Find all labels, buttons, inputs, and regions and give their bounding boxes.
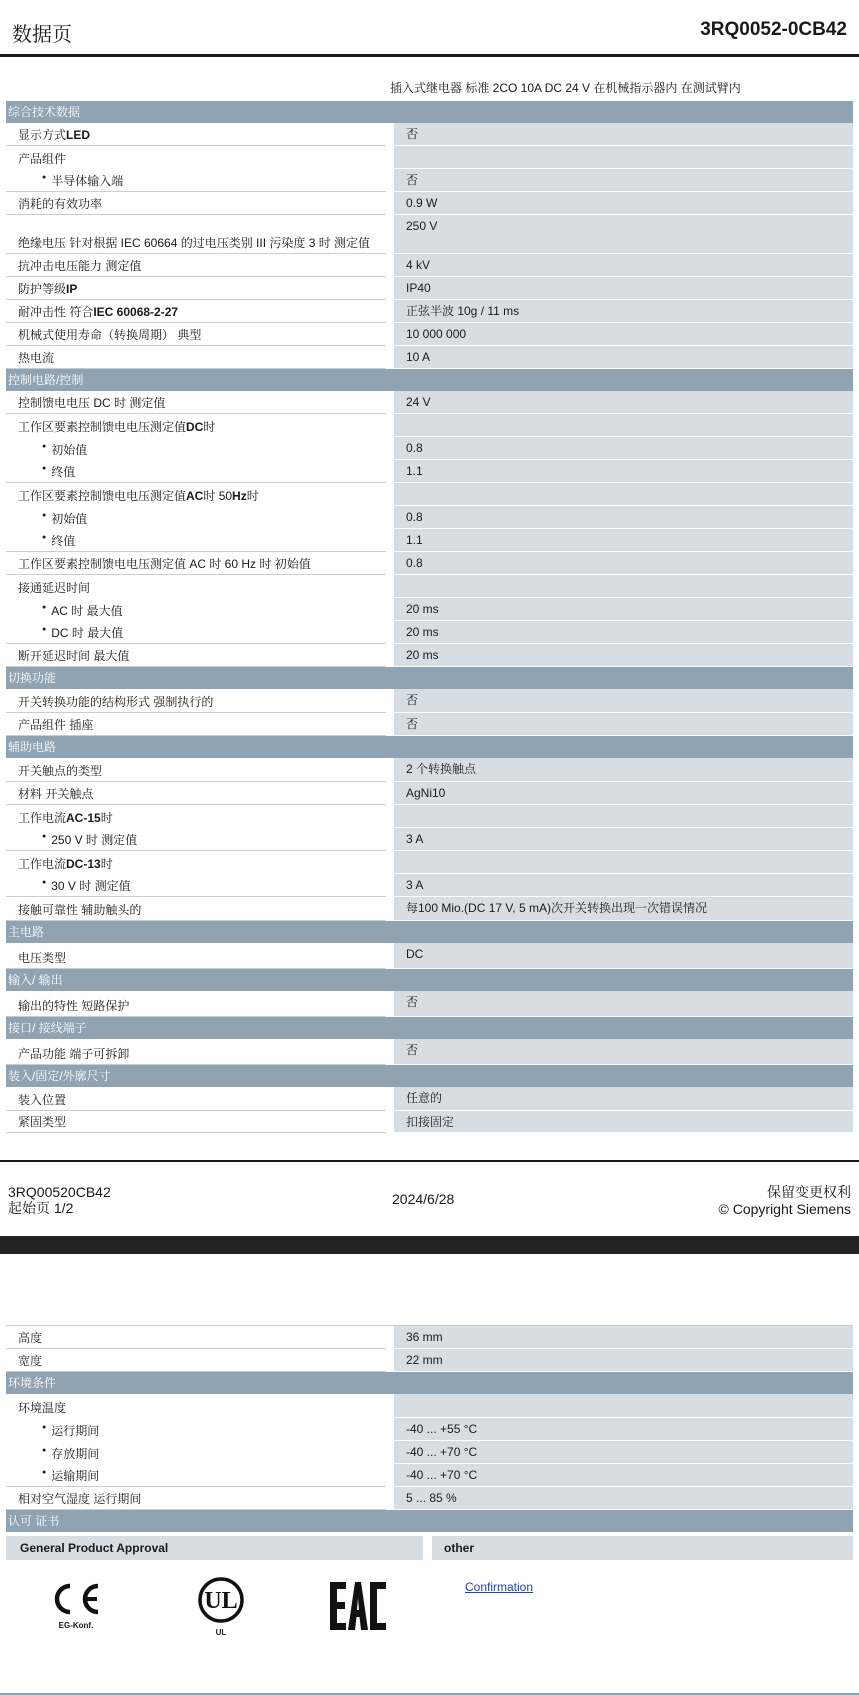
- table-row: 控制馈电电压 DC 时 测定值 24 V: [6, 391, 853, 414]
- eac-mark-icon: [328, 1580, 388, 1635]
- table-row: 接通延迟时间: [6, 575, 853, 598]
- table-row: 产品功能 端子可拆卸 否: [6, 1039, 853, 1065]
- footer-product-code: 3RQ00520CB42: [8, 1184, 111, 1200]
- table-row: 工作区要素控制馈电电压测定值 AC 时 60 Hz 时 初始值 0.8: [6, 552, 853, 575]
- section-cert: 认可 证书: [6, 1510, 853, 1532]
- table-row: 耐冲击性 符合 IEC 60068-2-27 正弦半波 10g / 11 ms: [6, 300, 853, 323]
- table-row: 环境温度: [6, 1394, 853, 1418]
- table-row: ● AC 时 最大值 20 ms: [6, 598, 853, 621]
- product-description: 插入式继电器 标准 2CO 10A DC 24 V 在机械指示器内 在测试臂内: [390, 81, 741, 95]
- approval-col-general: General Product Approval: [6, 1536, 423, 1560]
- table-row: 消耗的有效功率 0.9 W: [6, 192, 853, 215]
- table-row: 电压类型 DC: [6, 943, 853, 969]
- product-number: 3RQ0052-0CB42: [700, 19, 847, 40]
- page-title: 数据页: [12, 24, 72, 46]
- section-switching: 切换功能: [6, 667, 853, 689]
- section-env: 环境条件: [6, 1372, 853, 1394]
- section-main: 主电路: [6, 921, 853, 943]
- table-row: 抗冲击电压能力 测定值 4 kV: [6, 254, 853, 277]
- ce-caption: EG-Konf.: [58, 1621, 94, 1630]
- page-separator: [0, 1236, 859, 1254]
- table-row: 机械式使用寿命（转换周期） 典型 10 000 000: [6, 323, 853, 346]
- table-row: 紧固类型 扣接固定: [6, 1111, 853, 1133]
- approval-logos: [6, 1560, 853, 1670]
- spec-table-continued: [6, 1325, 853, 1670]
- table-row: ● 运输期间 -40 ... +70 °C: [6, 1464, 853, 1487]
- table-row: 输出的特性 短路保护 否: [6, 991, 853, 1017]
- datasheet-page-2: [0, 1254, 859, 1695]
- table-row: 工作电流 DC-13 时: [6, 851, 853, 874]
- section-terminal: 接口/ 接线端子: [6, 1017, 853, 1039]
- section-aux: 辅助电路: [6, 736, 853, 758]
- section-io: 输入/ 输出: [6, 969, 853, 991]
- table-row: 热电流 10 A: [6, 346, 853, 369]
- table-row: 显示方式 LED 否: [6, 123, 853, 146]
- table-row: 接触可靠性 辅助触头的 每100 Mio.(DC 17 V, 5 mA)次开关转换出现一次错误情况: [6, 897, 853, 921]
- page-footer: [0, 1160, 859, 1238]
- ul-mark-icon: [196, 1575, 246, 1637]
- table-row: ● 存放期间 -40 ... +70 °C: [6, 1441, 853, 1464]
- table-row: ● 初始值 0.8: [6, 437, 853, 460]
- table-row: ● 终值 1.1: [6, 460, 853, 483]
- table-row: 绝缘电压 针对根据 IEC 60664 的过电压类别 III 污染度 3 时 测定值 250 V: [6, 215, 853, 254]
- table-row: ● DC 时 最大值 20 ms: [6, 621, 853, 644]
- approval-col-other: other: [432, 1536, 853, 1560]
- table-row: 产品组件: [6, 146, 853, 169]
- section-control: 控制电路/控制: [6, 369, 853, 391]
- footer-copyright: © Copyright Siemens: [718, 1201, 851, 1217]
- table-row: 装入位置 任意的: [6, 1087, 853, 1111]
- ce-mark-icon: [46, 1580, 106, 1630]
- table-row: 产品组件 插座 否: [6, 713, 853, 736]
- table-row: 防护等级 IP IP40: [6, 277, 853, 300]
- table-row: 断开延迟时间 最大值 20 ms: [6, 644, 853, 667]
- table-row: ● 运行期间 -40 ... +55 °C: [6, 1418, 853, 1441]
- footer-rights: 保留变更权利: [767, 1184, 851, 1200]
- table-row: ● 初始值 0.8: [6, 506, 853, 529]
- footer-page-number: 起始页 1/2: [8, 1200, 74, 1216]
- table-row: 工作区要素控制馈电电压测定值 AC 时 50 Hz 时: [6, 483, 853, 506]
- table-row: 宽度 22 mm: [6, 1349, 853, 1372]
- table-row: 开关触点的类型 2 个转换触点: [6, 758, 853, 782]
- table-row: ● 30 V 时 测定值 3 A: [6, 874, 853, 897]
- section-general: 综合技术数据: [6, 101, 853, 123]
- approval-header: [6, 1536, 853, 1560]
- table-row: ● 250 V 时 测定值 3 A: [6, 828, 853, 851]
- table-row: 高度 36 mm: [6, 1325, 853, 1349]
- ul-caption: UL: [215, 1628, 227, 1637]
- confirmation-link[interactable]: Confirmation: [465, 1580, 534, 1594]
- table-row: ● 终值 1.1: [6, 529, 853, 552]
- spec-table: [6, 101, 853, 1133]
- table-row: ● 半导体输入端 否: [6, 169, 853, 192]
- page-header: [0, 0, 859, 57]
- ul-mark-text: UL: [204, 1588, 238, 1614]
- table-row: 工作区要素控制馈电电压测定值 DC 时: [6, 414, 853, 437]
- table-row: 工作电流 AC-15 时: [6, 805, 853, 828]
- section-mounting: 装入/固定/外廓尺寸: [6, 1065, 853, 1087]
- table-row: 材料 开关触点 AgNi10: [6, 782, 853, 805]
- footer-date: 2024/6/28: [392, 1191, 455, 1207]
- table-row: 相对空气湿度 运行期间 5 ... 85 %: [6, 1487, 853, 1510]
- table-row: 开关转换功能的结构形式 强制执行的 否: [6, 689, 853, 713]
